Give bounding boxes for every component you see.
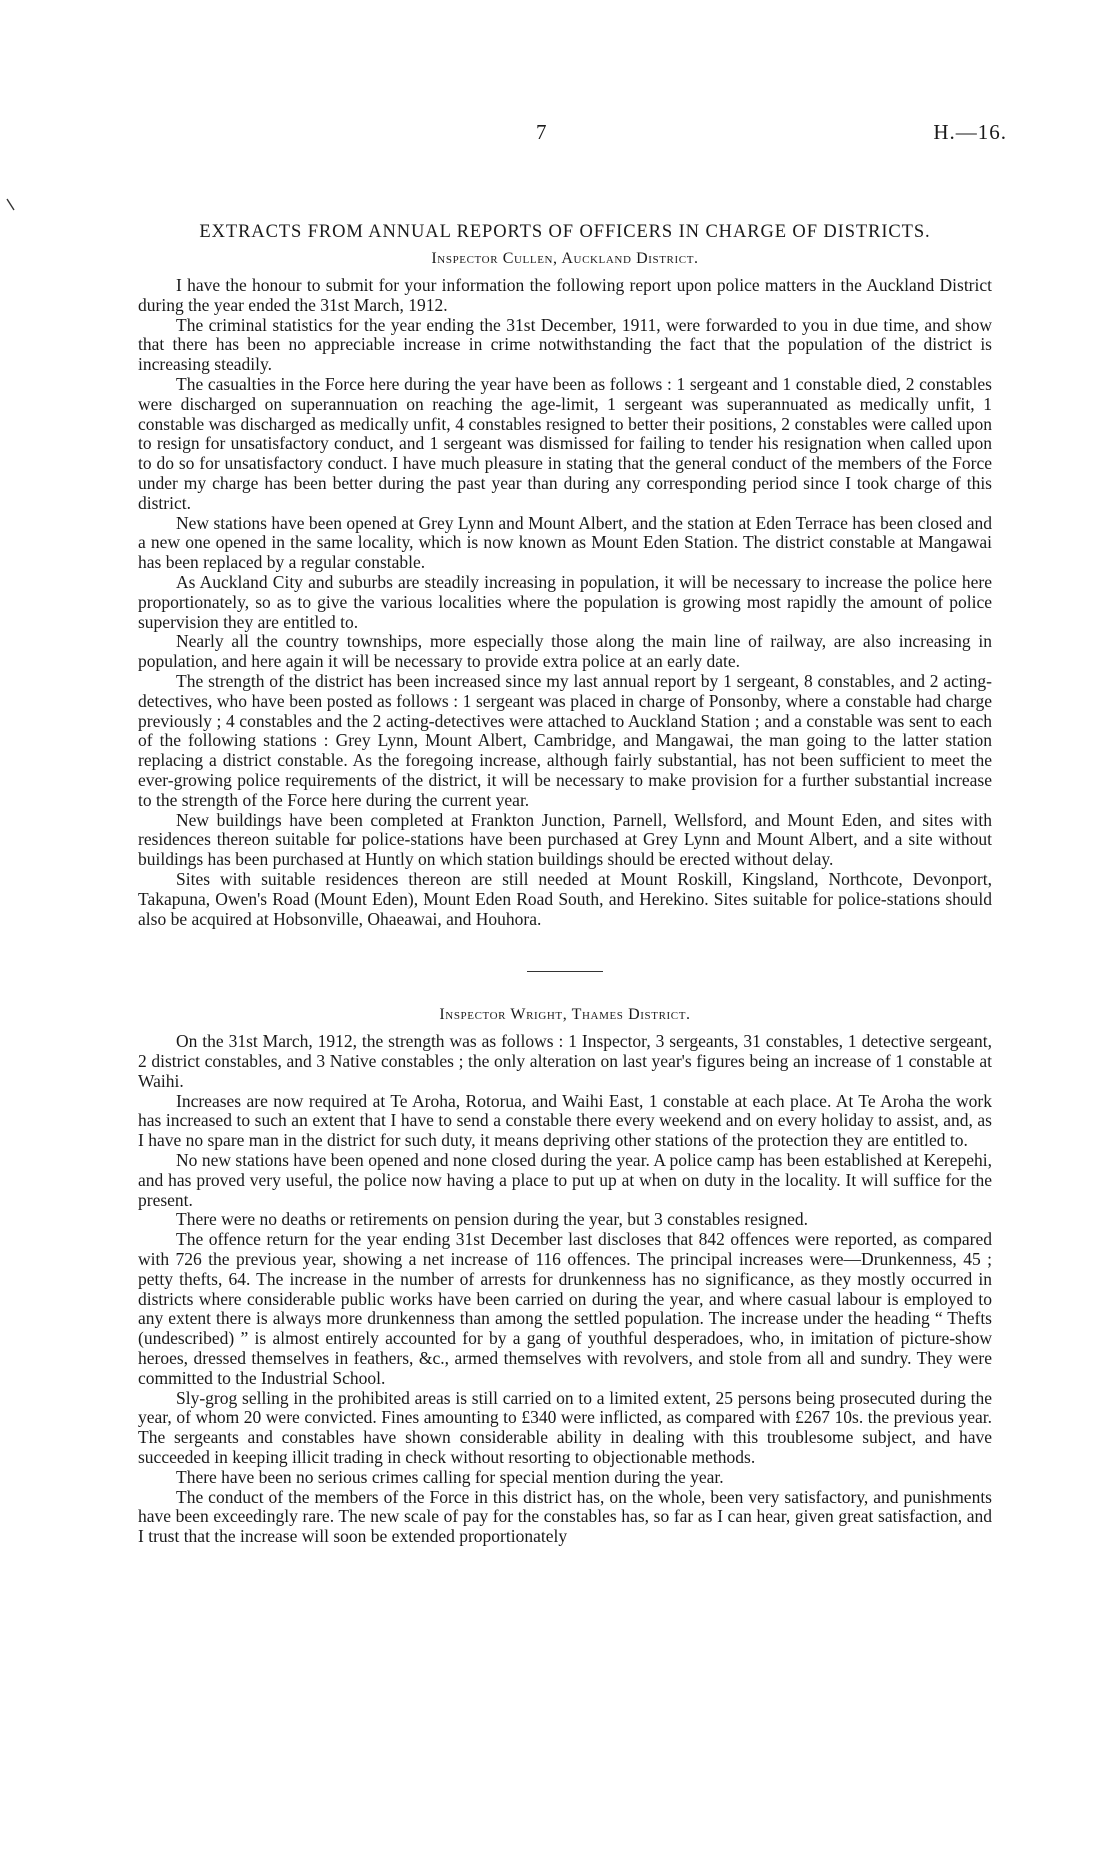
paragraph: The strength of the district has been increased since my last annual report by 1 sergeant, 8 constables, and 2 acting-detectives, who have been posted as follows : 1 sergeant was placed in charge of Ponsonby, where a constable had charge previously ; 4 constables and the 2 acting-detectives were attached to Auckland Station ; and a constable was sent to each of the following stations : Grey Lynn, Mount Albert, Cambridge, and Mangawai, the man going to the latter station replacing a district constable. As the foregoing increase, although fairly substantial, has not been sufficient to meet the ever-growing police requirements of the district, it will be necessary to make provision for a further substantial increase to the strength of the Force here during the current year. [138, 670, 992, 810]
paragraph: On the 31st March, 1912, the strength was as follows : 1 Inspector, 3 sergeants, 31 constables, 1 detective sergeant, 2 district constables, and 3 Native constables ; the only alteration on last year's figures being an increase of 1 constable at Waihi. [138, 1031, 992, 1091]
paragraph: Sites with suitable residences thereon are still needed at Mount Roskill, Kingsland, Northcote, Devonport, Takapuna, Owen's Road (Mount Eden), Mount Eden Road South, and Herekino. Sites suitable for police-stations should also be acquired at Hobsonville, Ohaeawai, and Houhora. [138, 868, 992, 929]
paragraph: New buildings have been completed at Frankton Junction, Parnell, Wellsford, and Mount Eden, and sites with residences thereon suitable for police-stations have been purchased at Grey Lynn and Mount Albert, and a site without buildings has been purchased at Huntly on which station buildings should be erected without delay. [138, 809, 992, 870]
page-number: 7 [536, 120, 547, 144]
section-heading: Inspector Cullen, Auckland District. [431, 250, 699, 267]
document-title: EXTRACTS FROM ANNUAL REPORTS OF OFFICERS IN CHARGE OF DISTRICTS. [199, 222, 931, 242]
document-body [138, 222, 992, 1547]
margin-mark-icon [6, 198, 16, 212]
section-heading: Inspector Wright, Thames District. [439, 1006, 691, 1024]
paragraph: As Auckland City and suburbs are steadily increasing in population, it will be necessary to increase the police here proportionately, so as to give the various localities where the population is growing most rapidly the amount of police supervision they are entitled to. [138, 571, 992, 632]
paragraph: There were no deaths or retirements on pension during the year, but 3 constables resigned. [176, 1209, 809, 1230]
page-header [0, 120, 1114, 150]
paragraph: I have the honour to submit for your information the following report upon police matters in the Auckland District during the year ended the 31st March, 1912. [138, 275, 992, 315]
section-auckland-district [138, 250, 992, 929]
paragraph: Increases are now required at Te Aroha, Rotorua, and Waihi East, 1 constable at each place. At Te Aroha the work has increased to such an extent that I have to send a constable there every weekend and on every holiday to assist, and, as I have no spare man in the district for such duty, it means depriving other stations of the protection they are entitled to. [138, 1090, 992, 1151]
section-divider [527, 971, 603, 972]
paragraph: The conduct of the members of the Force in this district has, on the whole, been very satisfactory, and punishments have been exceedingly rare. The new scale of pay for the constables has, so far as I can hear, given great satisfaction, and I trust that the increase will soon be extended proportionately [138, 1486, 992, 1547]
paragraph: The criminal statistics for the year ending the 31st December, 1911, were forwarded to you in due time, and show that there has been no appreciable increase in crime notwithstanding the fact that the population of the district is increasing steadily. [138, 314, 992, 375]
paper-reference: H.—16. [933, 120, 1007, 144]
paragraph: Nearly all the country townships, more especially those along the main line of railway, are also increasing in population, and here again it will be necessary to provide extra police at an early date. [138, 631, 992, 672]
paragraph: The casualties in the Force here during the year have been as follows : 1 sergeant and 1 constable died, 2 constables were discharged on superannuation on reaching the age-limit, 1 sergeant was superannuated as medically unfit, 1 constable was discharged as medically unfit, 4 constables resigned to better their positions, 2 constables were called upon to resign for unsatisfactory conduct, and 1 sergeant was dismissed for failing to tender his resignation when called upon to do so for unsatisfactory conduct. I have much pleasure in stating that the general conduct of the members of the Force under my charge has been better during the past year than during any corresponding period since I took charge of this district. [138, 373, 992, 513]
section-thames-district [138, 1006, 992, 1547]
paragraph: There have been no serious crimes calling for special mention during the year. [176, 1466, 724, 1487]
paragraph: The offence return for the year ending 31st December last discloses that 842 offences were reported, as compared with 726 the previous year, showing a net increase of 116 offences. The principal increases were—Drunkenness, 45 ; petty thefts, 64. The increase in the number of arrests for drunkenness has no significance, as they mostly occurred in districts where considerable public works have been carried on during the year, and where casual labour is employed to any extent there is always more drunkenness than among the settled population. The increase under the heading “ Thefts (undescribed) ” is almost entirely accounted for by a gang of youthful desperadoes, who, in imitation of picture-show heroes, dressed themselves in feathers, &c., armed themselves with revolvers, and stole from all and sundry. They were committed to the Industrial School. [138, 1229, 992, 1388]
paragraph: Sly-grog selling in the prohibited areas is still carried on to a limited extent, 25 persons being prosecuted during the year, of whom 20 were convicted. Fines amounting to £340 were inflicted, as compared with £267 10s. the previous year. The sergeants and constables have shown considerable ability in dealing with this troublesome subject, and have succeeded in keeping illicit trading in check without resorting to objectionable methods. [138, 1387, 992, 1468]
paragraph: New stations have been opened at Grey Lynn and Mount Albert, and the station at Eden Terrace has been closed and a new one opened in the same locality, which is now known as Mount Eden Station. The district constable at Mangawai has been replaced by a regular constable. [138, 512, 992, 573]
paragraph: No new stations have been opened and none closed during the year. A police camp has been established at Kerepehi, and has proved very useful, the police now having a place to put up at when on duty in the locality. It will suffice for the present. [138, 1150, 992, 1210]
